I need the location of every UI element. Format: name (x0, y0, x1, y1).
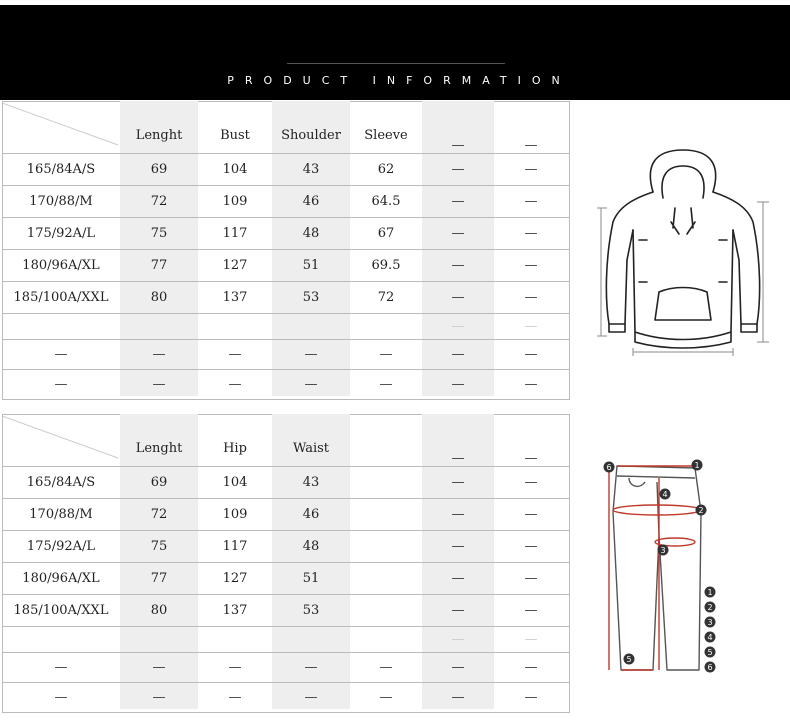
size-label: 175/92A/L (26, 225, 96, 241)
table-cell: — (451, 474, 465, 490)
header-rule (287, 63, 505, 64)
table-cell: 75 (150, 225, 168, 241)
table-cell: — (524, 506, 538, 522)
table-cell: 109 (222, 506, 248, 522)
table-cell: 51 (302, 570, 320, 586)
legend-marker-3 (705, 617, 716, 628)
table-cell: — (304, 376, 318, 392)
table-cell: 69.5 (371, 257, 401, 273)
measure-marker-5 (624, 654, 635, 665)
svg-text:1: 1 (694, 461, 700, 470)
table-cell: — (451, 631, 465, 647)
table-cell: 53 (302, 289, 320, 305)
measurement-legend (702, 585, 720, 677)
svg-text:3: 3 (660, 546, 666, 555)
measure-marker-1 (692, 460, 703, 471)
size-label: 170/88/M (29, 506, 93, 522)
legend-marker-1 (705, 587, 716, 598)
bottom-size-table (2, 414, 570, 709)
table-cell: 75 (150, 538, 168, 554)
column-header: Bust (220, 128, 250, 143)
table-cell: — (228, 376, 242, 392)
table-cell: — (524, 376, 538, 392)
table-cell: — (304, 346, 318, 362)
table-cell: 62 (377, 161, 395, 177)
table-cell: 77 (150, 257, 168, 273)
pants-icon (595, 452, 755, 684)
table-cell: — (524, 538, 538, 554)
table-cell: 117 (222, 225, 248, 241)
size-label: 180/96A/XL (22, 570, 100, 586)
table-cell: — (228, 659, 242, 675)
table-cell: — (379, 689, 393, 705)
column-header: Lenght (135, 441, 183, 456)
table-cell: — (228, 346, 242, 362)
table-cell: — (524, 193, 538, 209)
column-header: Lenght (135, 128, 183, 143)
column-header: Waist (292, 441, 330, 456)
size-label: — (54, 689, 68, 705)
legend-marker-4 (705, 632, 716, 643)
table-cell: 43 (302, 161, 320, 177)
table-cell: — (304, 689, 318, 705)
table-cell: 46 (302, 506, 320, 522)
page-title: PRODUCT INFORMATION (227, 74, 571, 87)
table-cell: — (524, 289, 538, 305)
svg-text:2: 2 (698, 506, 704, 515)
table-cell: — (304, 659, 318, 675)
pants-diagram (595, 452, 755, 684)
table-cell: 77 (150, 570, 168, 586)
size-label: 180/96A/XL (22, 257, 100, 273)
size-label: 165/84A/S (26, 474, 96, 490)
table-cell: 117 (222, 538, 248, 554)
size-label: 165/84A/S (26, 161, 96, 177)
size-label: 170/88/M (29, 193, 93, 209)
table-cell: — (451, 193, 465, 209)
svg-text:4: 4 (662, 490, 668, 499)
table-cell: — (152, 376, 166, 392)
svg-text:1: 1 (707, 588, 713, 597)
table-cell: 137 (222, 602, 248, 618)
table-cell: — (228, 689, 242, 705)
table-cell: 109 (222, 193, 248, 209)
table-cell: — (451, 689, 465, 705)
table-cell: — (524, 689, 538, 705)
svg-text:6: 6 (606, 463, 612, 472)
table-cell: — (524, 602, 538, 618)
table-cell: 64.5 (371, 193, 401, 209)
hoodie-diagram (575, 110, 790, 370)
table-cell: — (451, 225, 465, 241)
table-cell: — (451, 289, 465, 305)
table-cell: — (379, 346, 393, 362)
size-label: — (54, 659, 68, 675)
column-header: Sleeve (364, 128, 408, 143)
column-header: Hip (223, 441, 247, 456)
table-cell: 48 (302, 225, 320, 241)
svg-text:4: 4 (707, 633, 713, 642)
table-cell: — (152, 659, 166, 675)
size-label: 185/100A/XXL (13, 289, 109, 305)
table-cell: 67 (377, 225, 395, 241)
table-cell: 43 (302, 474, 320, 490)
column-header: — (524, 451, 538, 466)
table-cell: 69 (150, 161, 168, 177)
column-header: — (451, 138, 465, 153)
table-cell: — (451, 318, 465, 334)
table-cell: — (451, 570, 465, 586)
table-cell: — (451, 602, 465, 618)
column-header: — (451, 451, 465, 466)
size-label: 185/100A/XXL (13, 602, 109, 618)
table-cell: — (524, 257, 538, 273)
measure-marker-6 (604, 462, 615, 473)
table-cell: — (524, 225, 538, 241)
column-header: Shoulder (281, 128, 341, 143)
column-header: — (524, 138, 538, 153)
size-label: — (54, 346, 68, 362)
table-cell: 46 (302, 193, 320, 209)
measure-marker-4 (660, 489, 671, 500)
table-cell: — (451, 257, 465, 273)
svg-text:2: 2 (707, 603, 713, 612)
table-cell: 80 (150, 289, 168, 305)
table-cell: 72 (377, 289, 395, 305)
size-label: 175/92A/L (26, 538, 96, 554)
table-cell: 48 (302, 538, 320, 554)
legend-marker-6 (705, 662, 716, 673)
size-label: — (54, 376, 68, 392)
svg-text:5: 5 (626, 655, 632, 664)
table-cell: — (524, 570, 538, 586)
legend-marker-5 (705, 647, 716, 658)
svg-text:3: 3 (707, 618, 713, 627)
table-cell: 127 (222, 570, 248, 586)
table-cell: 104 (222, 161, 248, 177)
table-cell: — (524, 631, 538, 647)
legend-marker-2 (705, 602, 716, 613)
table-cell: 127 (222, 257, 248, 273)
table-cell: — (524, 474, 538, 490)
table-cell: 53 (302, 602, 320, 618)
top-size-table (2, 101, 570, 396)
table-cell: — (152, 689, 166, 705)
table-cell: — (451, 376, 465, 392)
table-cell: — (524, 318, 538, 334)
table-cell: — (451, 659, 465, 675)
table-frame (2, 414, 570, 712)
table-cell: — (451, 346, 465, 362)
table-cell: 72 (150, 506, 168, 522)
table-cell: 137 (222, 289, 248, 305)
table-cell: 69 (150, 474, 168, 490)
hoodie-icon (575, 110, 790, 370)
table-cell: — (379, 659, 393, 675)
table-cell: — (379, 376, 393, 392)
measure-marker-3 (658, 545, 669, 556)
table-cell: — (524, 659, 538, 675)
header-banner (0, 5, 790, 100)
table-cell: 51 (302, 257, 320, 273)
table-cell: — (451, 506, 465, 522)
table-cell: 104 (222, 474, 248, 490)
measure-marker-2 (696, 505, 707, 516)
table-cell: 80 (150, 602, 168, 618)
table-cell: — (152, 346, 166, 362)
table-cell: 72 (150, 193, 168, 209)
table-cell: — (451, 538, 465, 554)
table-frame (2, 101, 570, 399)
table-cell: — (451, 161, 465, 177)
table-cell: — (524, 346, 538, 362)
svg-text:5: 5 (707, 648, 713, 657)
table-cell: — (524, 161, 538, 177)
svg-text:6: 6 (707, 663, 713, 672)
